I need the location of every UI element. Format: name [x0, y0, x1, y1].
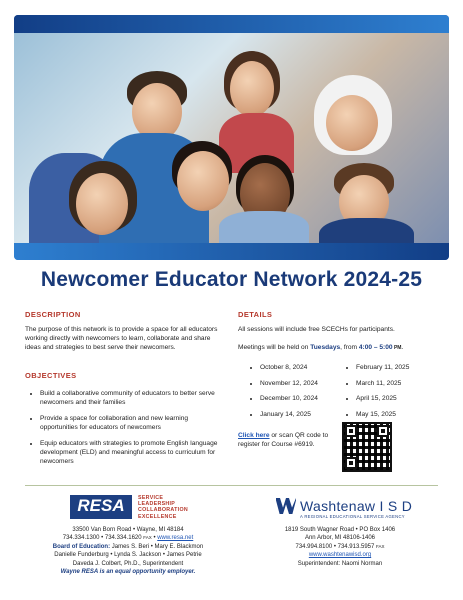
resa-contact: 33500 Van Born Road • Wayne, MI 48184 734.334.1300 • 734.334.1620 FAX • www.resa.net Board of Education: James S. Beri • Mary E. Blackmon Danielle Funderburg • Lynda S. Jackson • James Petrie Daveda J. Colbert, Ph.D., Superintendent Wayne RESA is an equal opportunity employer.: [28, 526, 228, 576]
objectives-heading: OBJECTIVES: [25, 371, 77, 380]
description-heading: DESCRIPTION: [25, 310, 81, 319]
qr-code[interactable]: [342, 422, 392, 472]
details-heading: DETAILS: [238, 310, 273, 319]
meeting-date: • December 10, 2024: [260, 391, 340, 407]
resa-logo: RESA: [70, 495, 132, 519]
dates-right: [346, 360, 441, 422]
objective-item: • Provide a space for collaboration and new learning opportunities for educators of newcomers: [40, 414, 225, 432]
meeting-date: • March 11, 2025: [356, 376, 441, 392]
details-meetings: Meetings will be held on Tuesdays, from 4:00 – 5:00 PM.: [238, 344, 403, 351]
children-photo: [14, 33, 449, 243]
objective-item: • Build a collaborative community of educators to better serve newcomers and their families: [40, 389, 225, 407]
washtenaw-website-link[interactable]: www.washtenawisd.org: [308, 552, 372, 559]
meeting-date: • January 14, 2025: [260, 407, 340, 423]
banner-photo: [14, 15, 449, 260]
eeo-statement: Wayne RESA is an equal opportunity employer.: [60, 569, 196, 576]
register-text: Click here or scan QR code to register for Course #6919.: [238, 432, 329, 448]
footer-divider: [25, 485, 438, 486]
meeting-date: • October 8, 2024: [260, 360, 340, 376]
resa-tagline: SERVICE LEADERSHIP COLLABORATION EXCELLENCE: [138, 495, 188, 520]
dates-left: [250, 360, 340, 422]
details-scech: All sessions will include free SCECHs for participants.: [238, 326, 395, 333]
page-title: Newcomer Educator Network 2024-25: [40, 268, 423, 291]
meeting-date: • April 15, 2025: [356, 391, 441, 407]
meeting-day: Tuesdays: [310, 344, 341, 351]
description-text: The purpose of this network is to provide a space for all educators working directly with newcomers to learn, collaborate and share ideas and strategies to best serve their newcomers.: [25, 326, 218, 351]
banner-bottom-stripe: [14, 243, 449, 260]
washtenaw-contact: 1819 South Wagner Road • PO Box 1406 Ann Arbor, MI 48106-1406 734.994.8100 • 734.913.5957 FAX www.washtenawisd.org Superintendent: Naomi Norman: [284, 527, 396, 567]
objective-item: • Equip educators with strategies to promote English language development (ELD) and meaningful access to curriculum for newcomers: [40, 439, 225, 466]
meeting-date: • February 11, 2025: [356, 360, 441, 376]
washtenaw-tagline: A REGIONAL EDUCATIONAL SERVICE AGENCY: [300, 514, 405, 519]
banner-top-stripe: [14, 15, 449, 33]
meeting-time: 4:00 – 5:00: [358, 344, 393, 351]
washtenaw-w-icon: [276, 498, 296, 514]
washtenaw-logo: Washtenaw I S D: [276, 498, 412, 514]
register-link[interactable]: Click here: [238, 432, 270, 439]
objectives-list: [30, 389, 225, 473]
meeting-date: • November 12, 2024: [260, 376, 340, 392]
meeting-date: • May 15, 2025: [356, 407, 441, 423]
resa-website-link[interactable]: www.resa.net: [157, 535, 194, 542]
